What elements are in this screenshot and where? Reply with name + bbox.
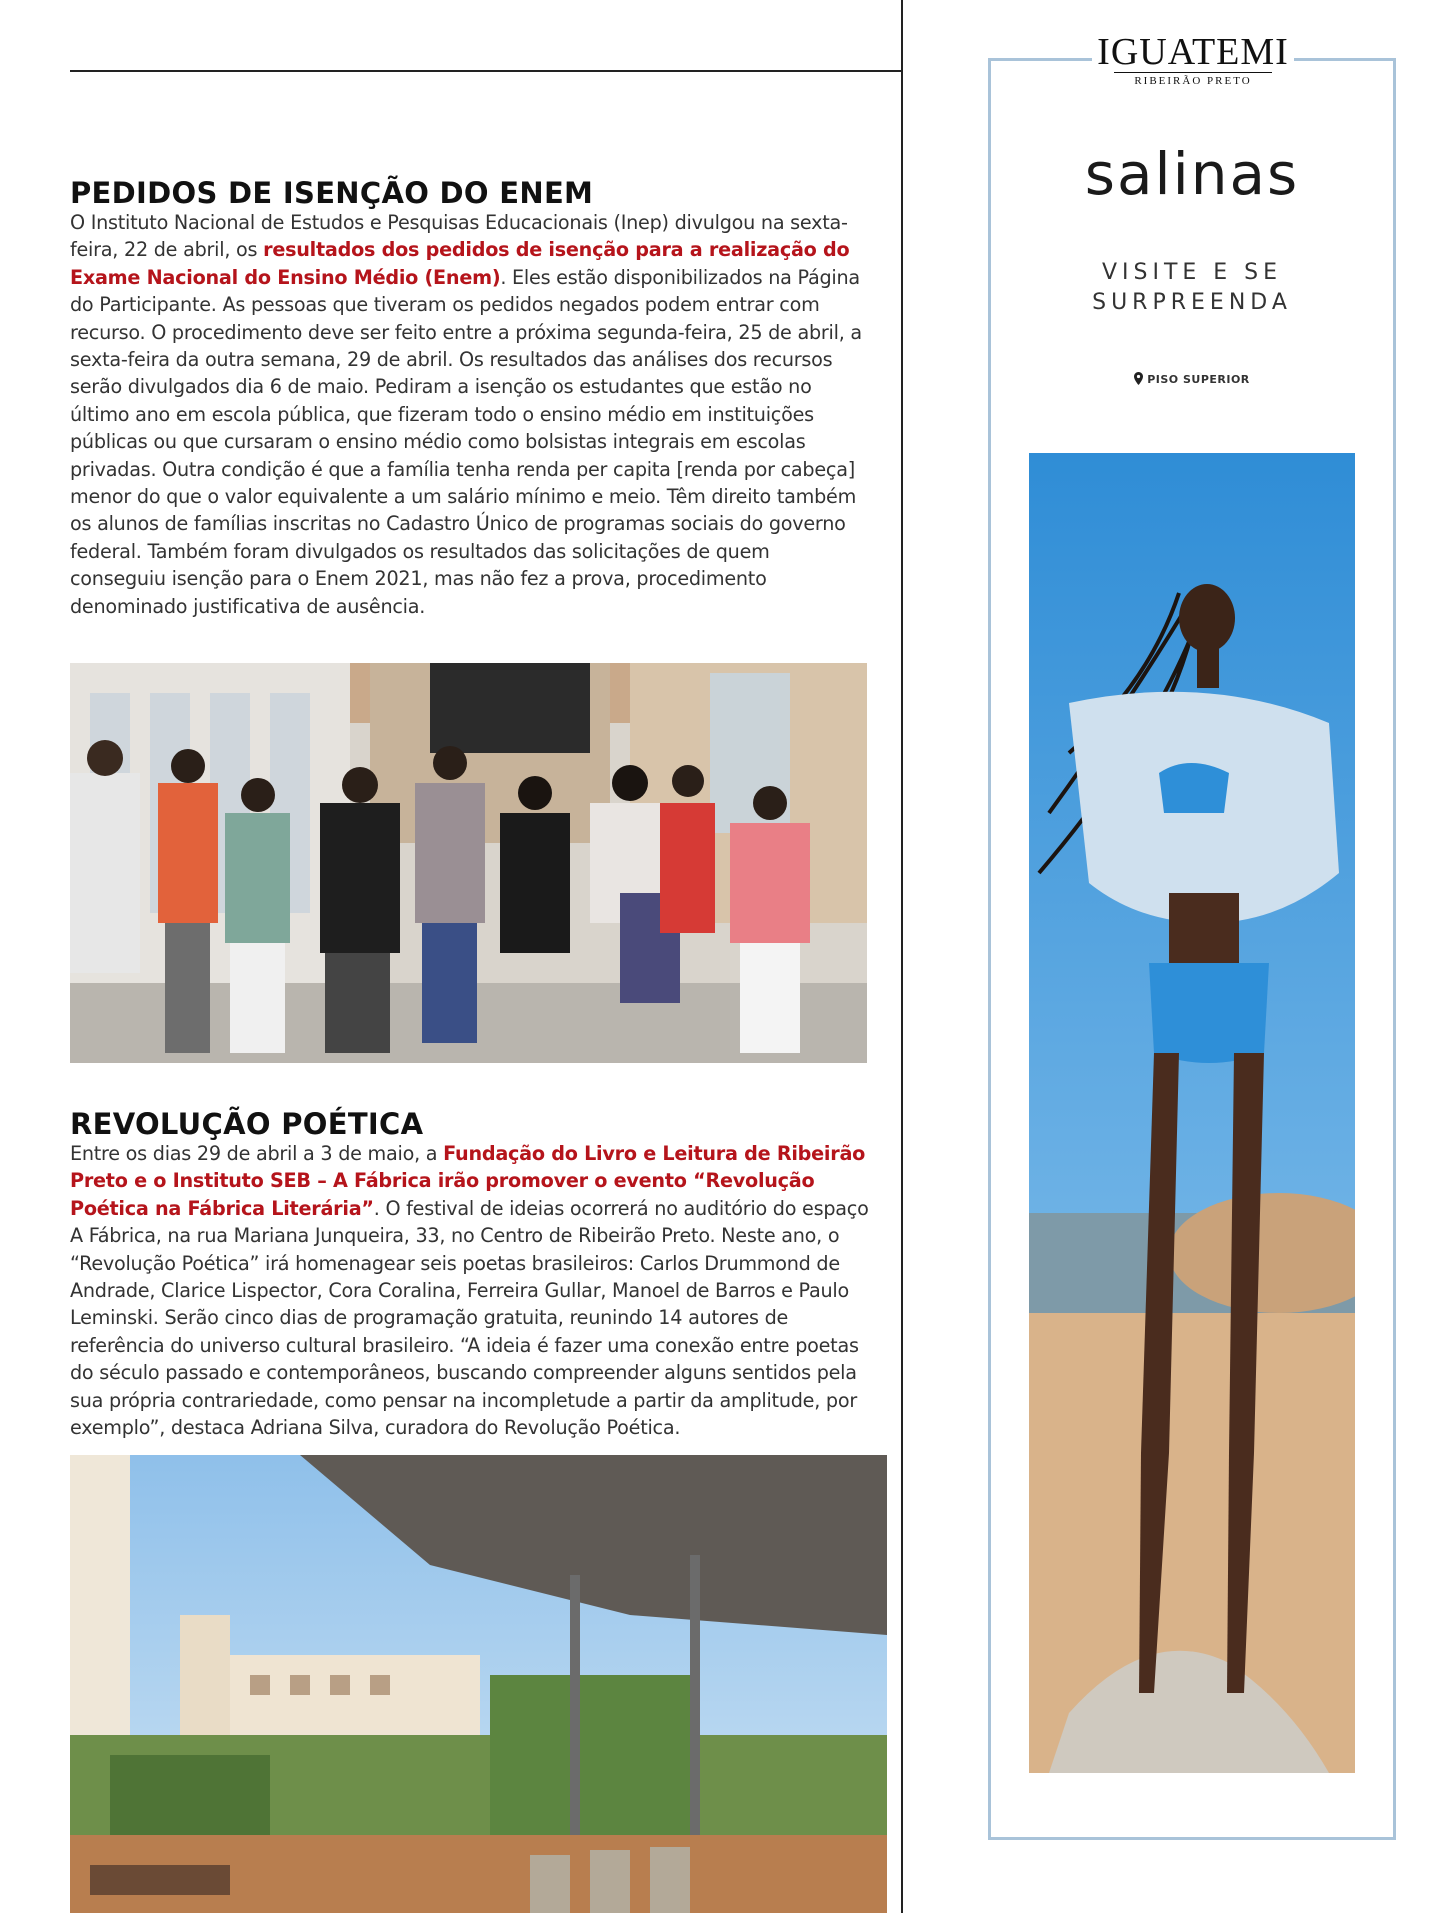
body-highlight: resultados dos pedidos de isenção para a realização do Exame Nacional do Ensino Médio (Enem) (70, 238, 850, 289)
article-title: PEDIDOS DE ISENÇÃO DO ENEM (70, 176, 594, 210)
body-text: O Instituto Nacional de Estudos e Pesquisas Educacionais (Inep) divulgou na sexta-feira, 22 de abril, os (70, 211, 848, 262)
body-text: Entre os dias 29 de abril a 3 de maio, a (70, 1142, 444, 1165)
brand-name: IGUATEMI (1097, 31, 1289, 73)
article-body (70, 1140, 870, 1441)
map-pin-icon (1134, 372, 1143, 385)
body-highlight: Fundação do Livro e Leitura de Ribeirão Preto e o Instituto SEB – A Fábrica irão promover o evento “Revolução Poética na Fábrica Literária” (70, 1142, 866, 1220)
a-fabrica-courtyard-photo (70, 1455, 887, 1913)
body-text: . O festival de ideias ocorrerá no auditório do espaço A Fábrica, na rua Mariana Junqueira, 33, no Centro de Ribeirão Preto. Neste ano, o “Revolução Poética” irá homenagear seis poetas brasileiros: Carlos Drummond de Andrade, Clarice Lispector, Cora Coralina, Ferreira Gullar, Manoel de Barros e Paulo Leminski. Serão cinco dias de programação gratuita, reunindo 14 autores de referência do universo cultural brasileiro. “A ideia é fazer uma conexão entre poetas do século passado e contemporâneos, buscando compreender alguns sentidos pela sua própria contrariedade, como pensar na incompletude a partir da amplitude, por exemplo”, destaca Adriana Silva, curadora do Revolução Poética. (70, 1196, 869, 1440)
body-text: . Eles estão disponibilizados na Página do Participante. As pessoas que tiveram os pedidos negados podem entrar com recurso. O procedimento deve ser feito entre a próxima segunda-feira, 25 de abril, a sexta-feira da outra semana, 29 de abril. Os resultados das análises dos recursos serão divulgados dia 6 de maio. Pediram a isenção os estudantes que estão no último ano em escola pública, que fizeram todo o ensino médio em instituições públicas ou que cursaram o ensino médio como bolsistas integrais em escolas privadas. Outra condição é que a família tenha renda per capita [renda por cabeça] menor do que o valor equivalente a um salário mínimo e meio. Têm direito também os alunos de famílias inscritas no Cadastro Único de programas sociais do governo federal. Também foram divulgados os resultados das solicitações de quem conseguiu isenção para o Enem 2021, mas não fez a prova, procedimento denominado justificativa de ausência. (70, 265, 862, 618)
store-logo: salinas (1084, 140, 1300, 208)
mall-brand (1092, 32, 1294, 87)
article-title: REVOLUÇÃO POÉTICA (70, 1107, 424, 1141)
location-text: PISO SUPERIOR (1147, 373, 1250, 386)
article-revolucao-poetica (70, 1108, 870, 1441)
brand-city: RIBEIRÃO PRETO (1114, 72, 1272, 87)
column-divider (901, 0, 903, 1913)
top-rule (70, 70, 902, 72)
article-body (70, 209, 870, 620)
tagline-line: SURPREENDA (1092, 290, 1292, 315)
model-beach-photo (1029, 453, 1355, 1773)
ad-location (988, 372, 1396, 386)
students-entering-building-photo (70, 663, 867, 1063)
article-enem (70, 177, 870, 620)
ad-tagline (988, 258, 1396, 318)
tagline-line: VISITE E SE (1101, 260, 1283, 285)
